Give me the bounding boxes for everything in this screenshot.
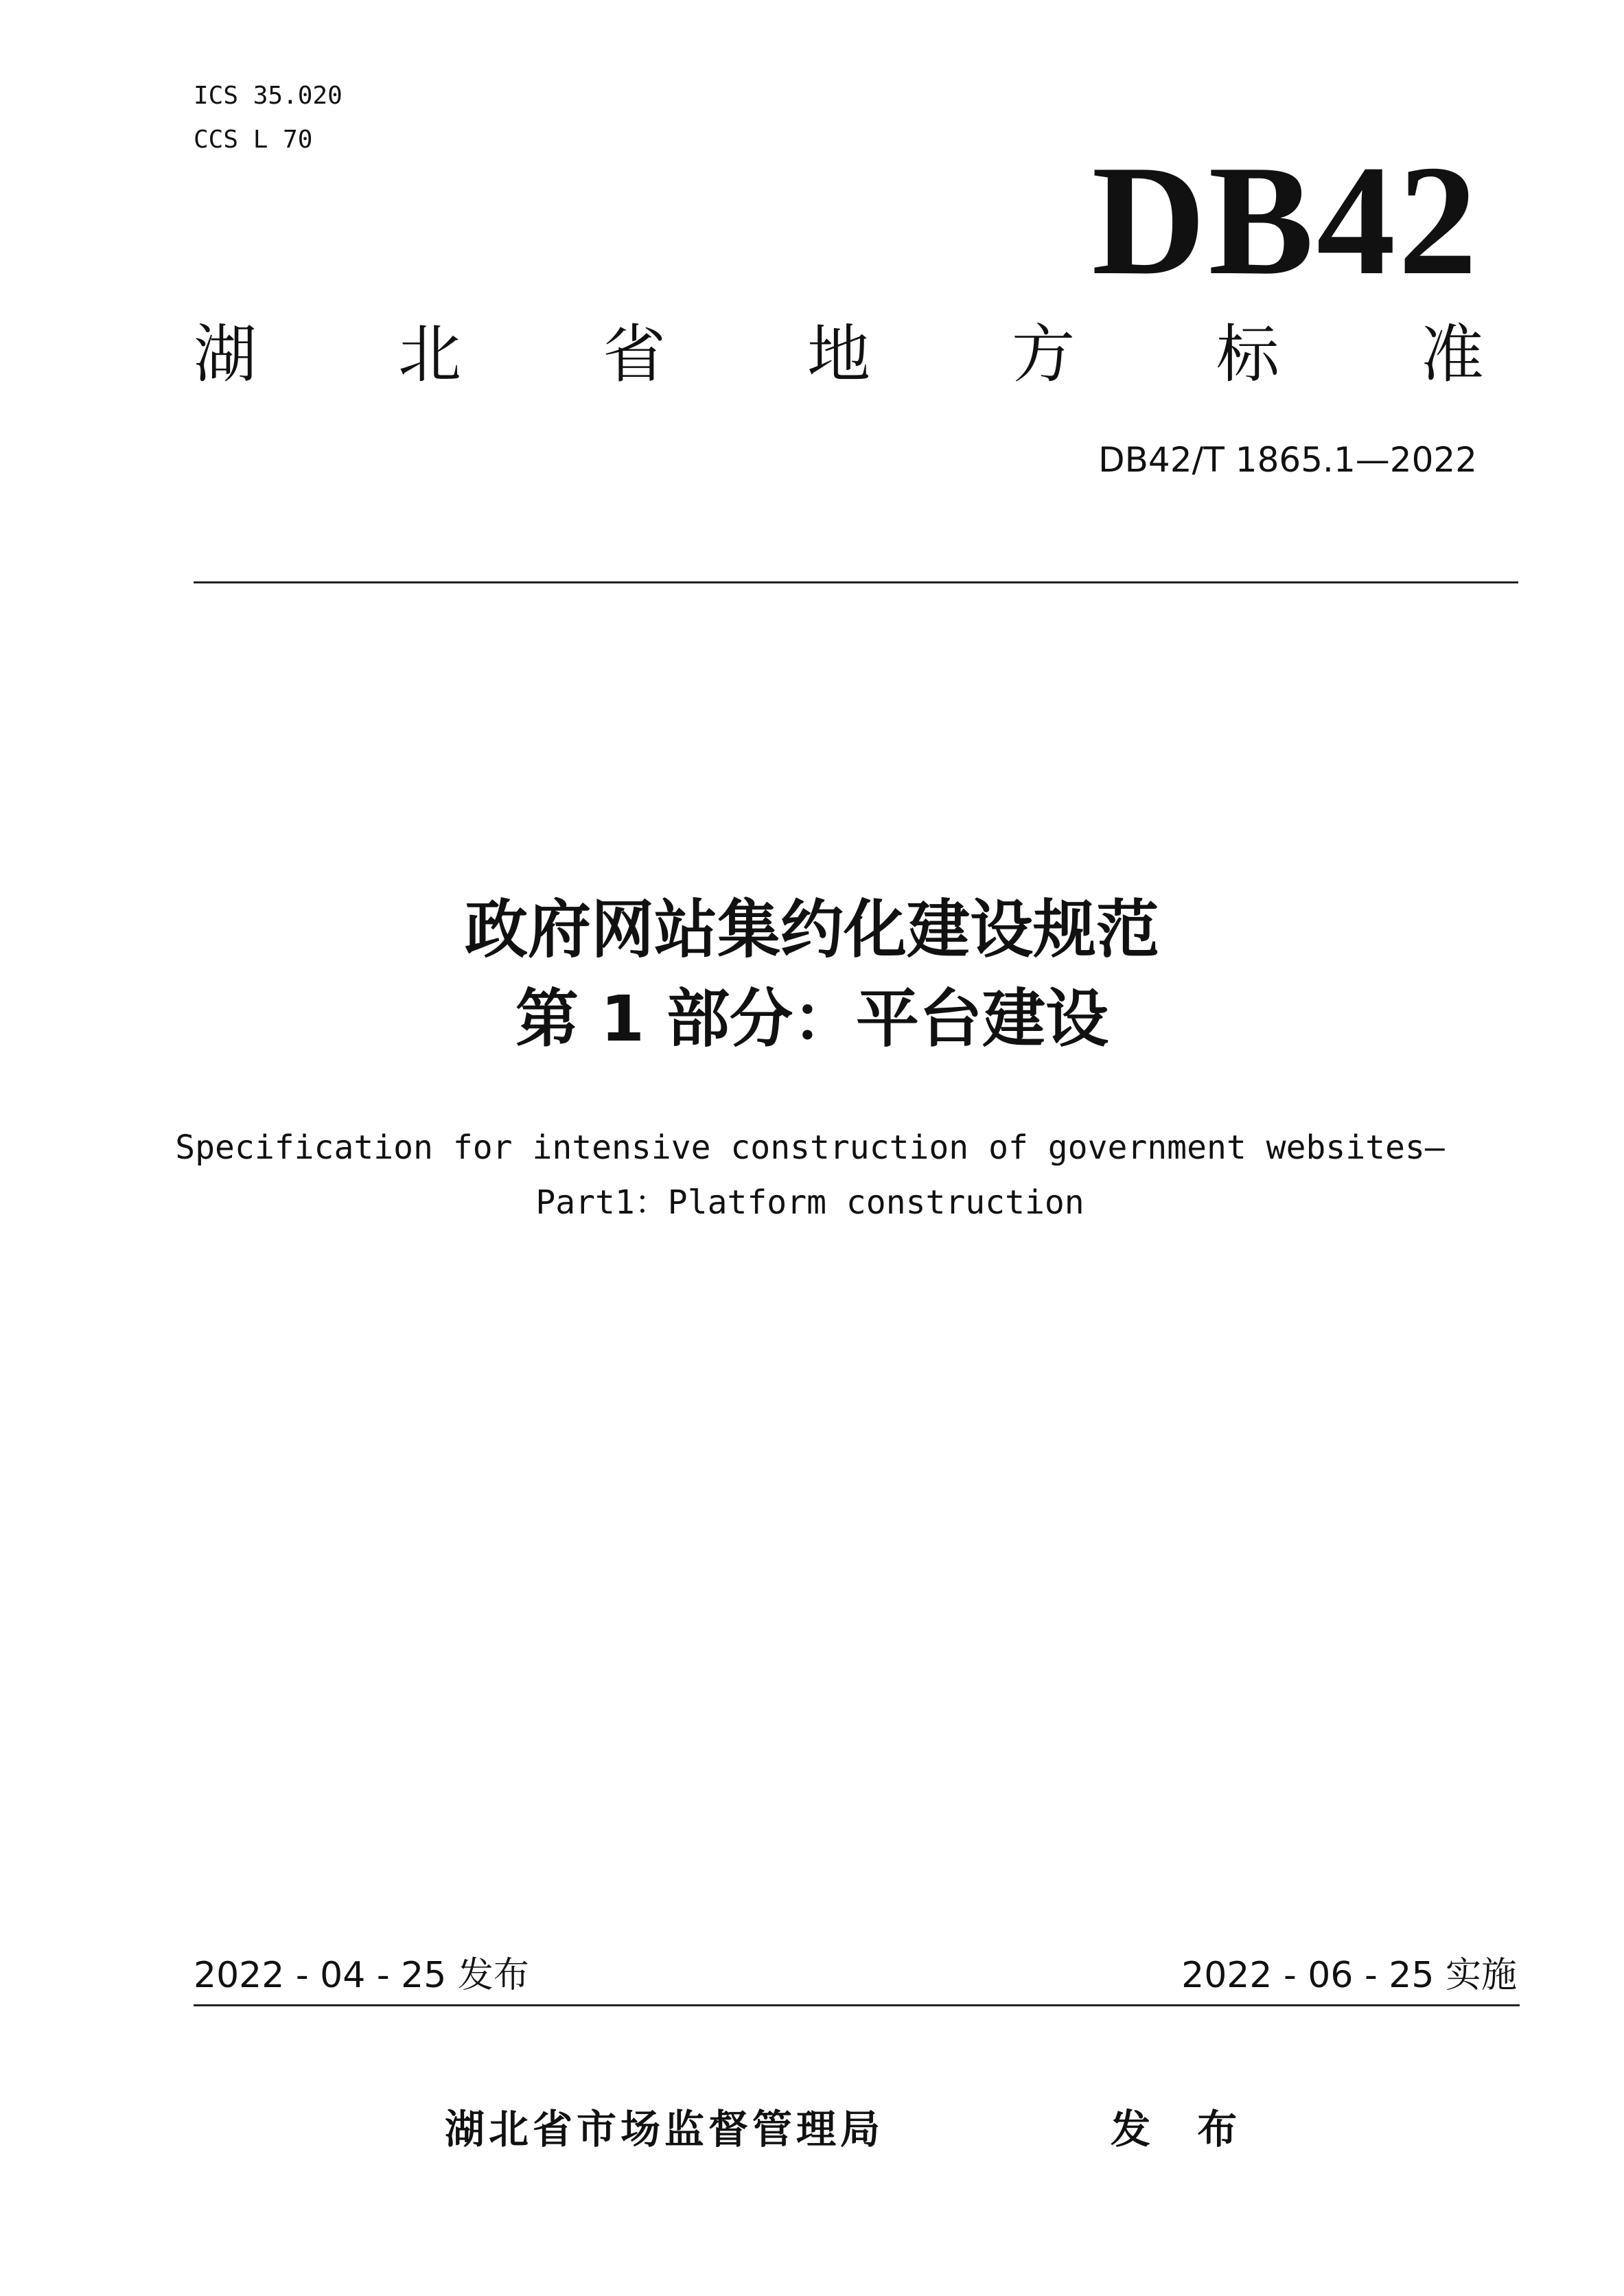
chinese-title <box>0 885 1624 1064</box>
standard-type-char: 地 <box>807 318 870 391</box>
ccs-code: CCS L 70 <box>194 126 313 154</box>
standard-logo: DB42 <box>1091 132 1480 308</box>
english-title-line: Part1：Platform construction <box>535 1183 1084 1222</box>
standard-type-char: 准 <box>1420 318 1484 391</box>
ics-code: ICS 35.020 <box>194 82 343 110</box>
standard-number: DB42/T 1865.1—2022 <box>1098 440 1477 480</box>
top-divider <box>194 581 1518 583</box>
issuing-authority: 湖北省市场监督管理局 <box>445 2106 885 2153</box>
standard-type-char: 省 <box>602 318 666 391</box>
standard-type-char: 北 <box>397 318 461 391</box>
chinese-title-line: 第 1 部分：平台建设 <box>515 982 1109 1056</box>
english-title-line: Specification for intensive construction of government websites— <box>175 1128 1445 1167</box>
bottom-divider <box>194 2004 1520 2006</box>
standard-type-char: 标 <box>1216 318 1279 391</box>
implementation-date: 2022 - 06 - 25 实施 <box>1181 1955 1517 1996</box>
issue-label: 发 布 <box>1111 2106 1254 2153</box>
english-title <box>158 1120 1462 1230</box>
standard-type-char: 湖 <box>194 318 257 391</box>
standard-type-char: 方 <box>1011 318 1075 391</box>
publish-date: 2022 - 04 - 25 发布 <box>194 1955 529 1996</box>
standard-type-heading <box>194 317 1484 393</box>
chinese-title-line: 政府网站集约化建设规范 <box>464 893 1159 966</box>
